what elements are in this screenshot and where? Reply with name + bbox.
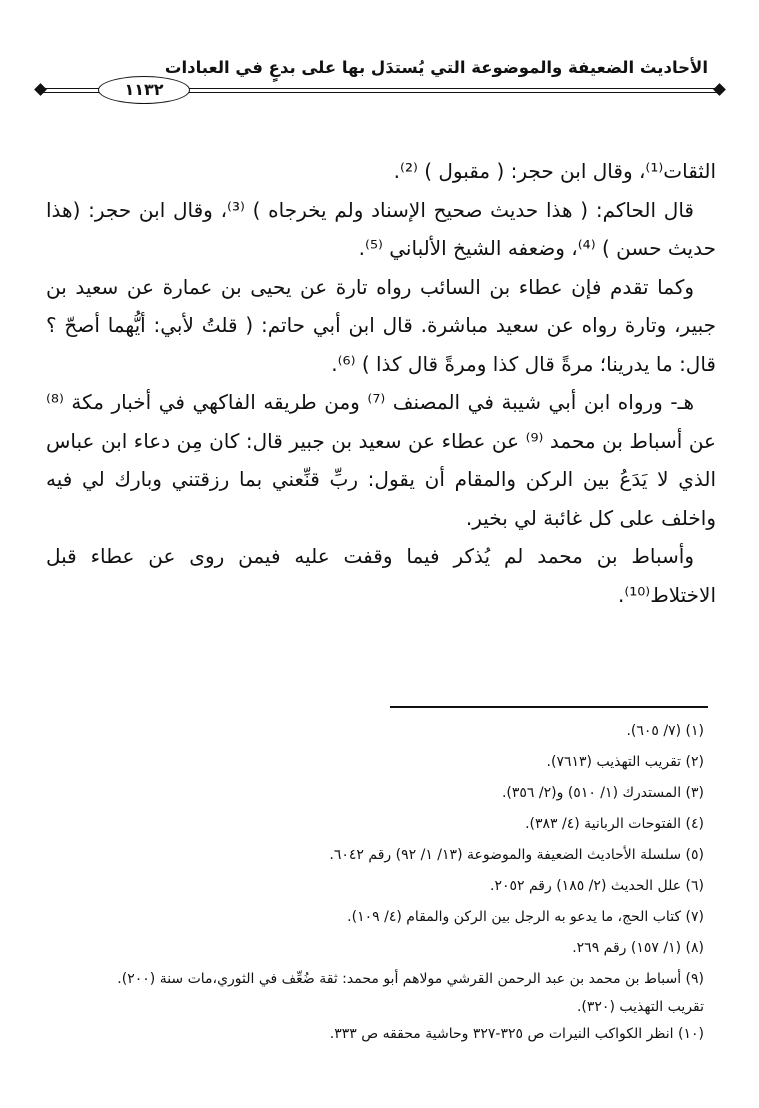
footnote-8: (٨) (١/ ١٥٧) رقم ٢٦٩. [572, 940, 704, 956]
running-header [40, 58, 720, 98]
footnote-9: (٩) أسباط بن محمد بن عبد الرحمن القرشي مولاهم أبو محمد: ثقة ضُعِّف في الثوري،مات سنة (٢٠٠). [117, 971, 704, 987]
footnote-2: (٢) تقريب التهذيب (٧٦١٣). [546, 754, 704, 770]
diamond-ornament-right [713, 83, 726, 96]
footnote-9-continued: تقريب التهذيب (٣٢٠). [576, 999, 704, 1015]
paragraph-2: قال الحاكم: ( هذا حديث صحيح الإسناد ولم يخرجاه ) ⁽³⁾، وقال ابن حجر: (هذا حديث حسن ) ⁽⁴⁾، وضعفه الشيخ الألباني ⁽⁵⁾. [46, 197, 716, 260]
footnote-3: (٣) المستدرك (١/ ٥١٠) و(٢/ ٣٥٦). [501, 785, 704, 801]
footnote-6: (٦) علل الحديث (٢/ ١٨٥) رقم ٢٠٥٢. [490, 878, 704, 894]
footnote-1: (١) (٧/ ٦٠٥). [626, 723, 704, 739]
footnote-separator [390, 706, 708, 708]
footnote-10: (١٠) انظر الكواكب النيرات ص ٣٢٥-٣٢٧ وحاشية محققه ص ٣٣٣. [329, 1026, 704, 1042]
footnote-7: (٧) كتاب الحج، ما يدعو به الرجل بين الركن والمقام (٤/ ١٠٩). [347, 909, 704, 925]
footnotes [46, 716, 704, 1050]
diamond-ornament-left [34, 83, 47, 96]
footnote-4: (٤) الفتوحات الربانية (٤/ ٣٨٣). [525, 816, 704, 832]
page-number: ١١٣٢ [98, 76, 190, 104]
running-title: الأحاديث الضعيفة والموضوعة التي يُستدَل بها على بدعٍ في العبادات [164, 58, 708, 77]
paragraph-5: وأسباط بن محمد لم يُذكر فيما وقفت عليه فيمن روى عن عطاء قبل الاختلاط⁽¹⁰⁾. [46, 544, 716, 607]
paragraph-4: هـ- ورواه ابن أبي شيبة في المصنف ⁽⁷⁾ ومن طريقه الفاكهي في أخبار مكة ⁽⁸⁾ عن أسباط بن محمد ⁽⁹⁾ عن عطاء عن سعيد بن جبير قال: كان مِن دعاء ابن عباس الذي لا يَدَعُ بين الركن والمقام أن يقول: ربِّ قنِّعني بما رزقتني وبارك لي فيه واخلف على كل غائبة لي بخير. [46, 390, 716, 530]
main-text [46, 152, 716, 614]
paragraph-3: وكما تقدم فإن عطاء بن السائب رواه تارة عن يحيى بن عمارة عن سعيد بن جبير، وتارة رواه عن سعيد مباشرة. قال ابن أبي حاتم: ( قلتُ لأبي: أيُّهما أصحّ ؟ قال: ما يدرينا؛ مرةً قال كذا ومرةً قال كذا ) ⁽⁶⁾. [46, 274, 716, 376]
paragraph-1: الثقات⁽¹⁾، وقال ابن حجر: ( مقبول ) ⁽²⁾. [393, 159, 716, 183]
footnote-5: (٥) سلسلة الأحاديث الضعيفة والموضوعة (١٣/ ١/ ٩٢) رقم ٦٠٤٢. [329, 847, 704, 863]
